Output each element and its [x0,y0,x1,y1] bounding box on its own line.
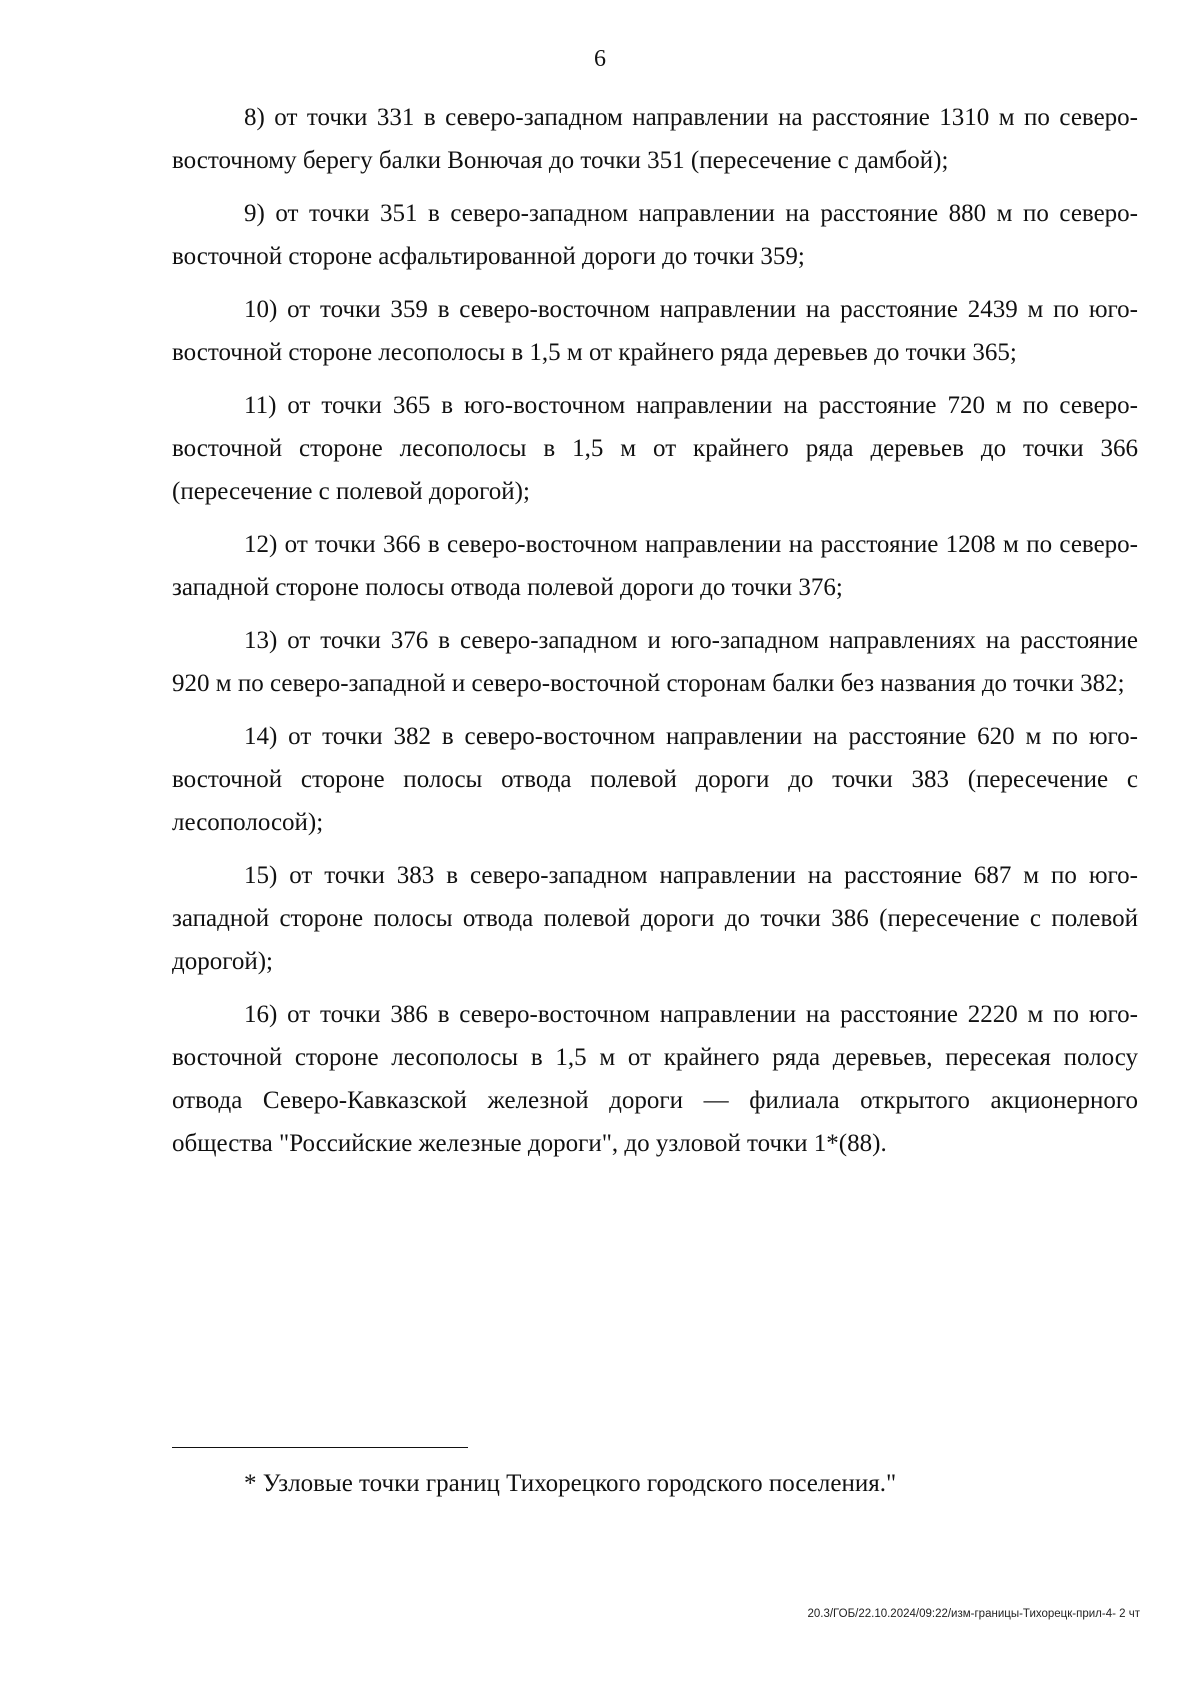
paragraph-item-9: 9) от точки 351 в северо-западном направлении на расстояние 880 м по северо-восточной стороне асфальтированной дороги до точки 359; [172,200,1138,270]
body-text [172,96,1138,1175]
paragraph-item-8: 8) от точки 331 в северо-западном направлении на расстояние 1310 м по северо-восточному берегу балки Вонючая до точки 351 (пересечение с дамбой); [172,104,1138,174]
paragraph-item-12: 12) от точки 366 в северо-восточном направлении на расстояние 1208 м по северо-западной стороне полосы отвода полевой дороги до точки 376; [172,531,1138,601]
paragraph-item-15: 15) от точки 383 в северо-западном направлении на расстояние 687 м по юго-западной стороне полосы отвода полевой дороги до точки 386 (пересечение с полевой дорогой); [172,862,1138,975]
paragraph-item-13: 13) от точки 376 в северо-западном и юго-западном направлениях на расстояние 920 м по северо-западной и северо-восточной сторонам балки без названия до точки 382; [172,627,1138,697]
paragraph-item-11: 11) от точки 365 в юго-восточном направлении на расстояние 720 м по северо-восточной стороне лесополосы в 1,5 м от крайнего ряда деревьев до точки 366 (пересечение с полевой дорогой); [172,392,1138,505]
footnote: * Узловые точки границ Тихорецкого городского поселения." [244,1470,897,1497]
footnote-divider [172,1447,468,1448]
page-number: 6 [594,46,606,72]
paragraph-item-14: 14) от точки 382 в северо-восточном направлении на расстояние 620 м по юго-восточной стороне полосы отвода полевой дороги до точки 383 (пересечение с лесополосой); [172,723,1138,836]
file-stamp: 20.3/ГОБ/22.10.2024/09:22/изм-границы-Тихорецк-прил-4- 2 чт [807,1608,1140,1620]
paragraph-item-16: 16) от точки 386 в северо-восточном направлении на расстояние 2220 м по юго-восточной стороне лесополосы в 1,5 м от крайнего ряда деревьев, пересекая полосу отвода Северо-Кавказской железной дороги — филиала открытого акционерного общества "Российские железные дороги", до узловой точки 1*(88). [172,1001,1138,1157]
paragraph-item-10: 10) от точки 359 в северо-восточном направлении на расстояние 2439 м по юго-восточной стороне лесополосы в 1,5 м от крайнего ряда деревьев до точки 365; [172,296,1138,366]
